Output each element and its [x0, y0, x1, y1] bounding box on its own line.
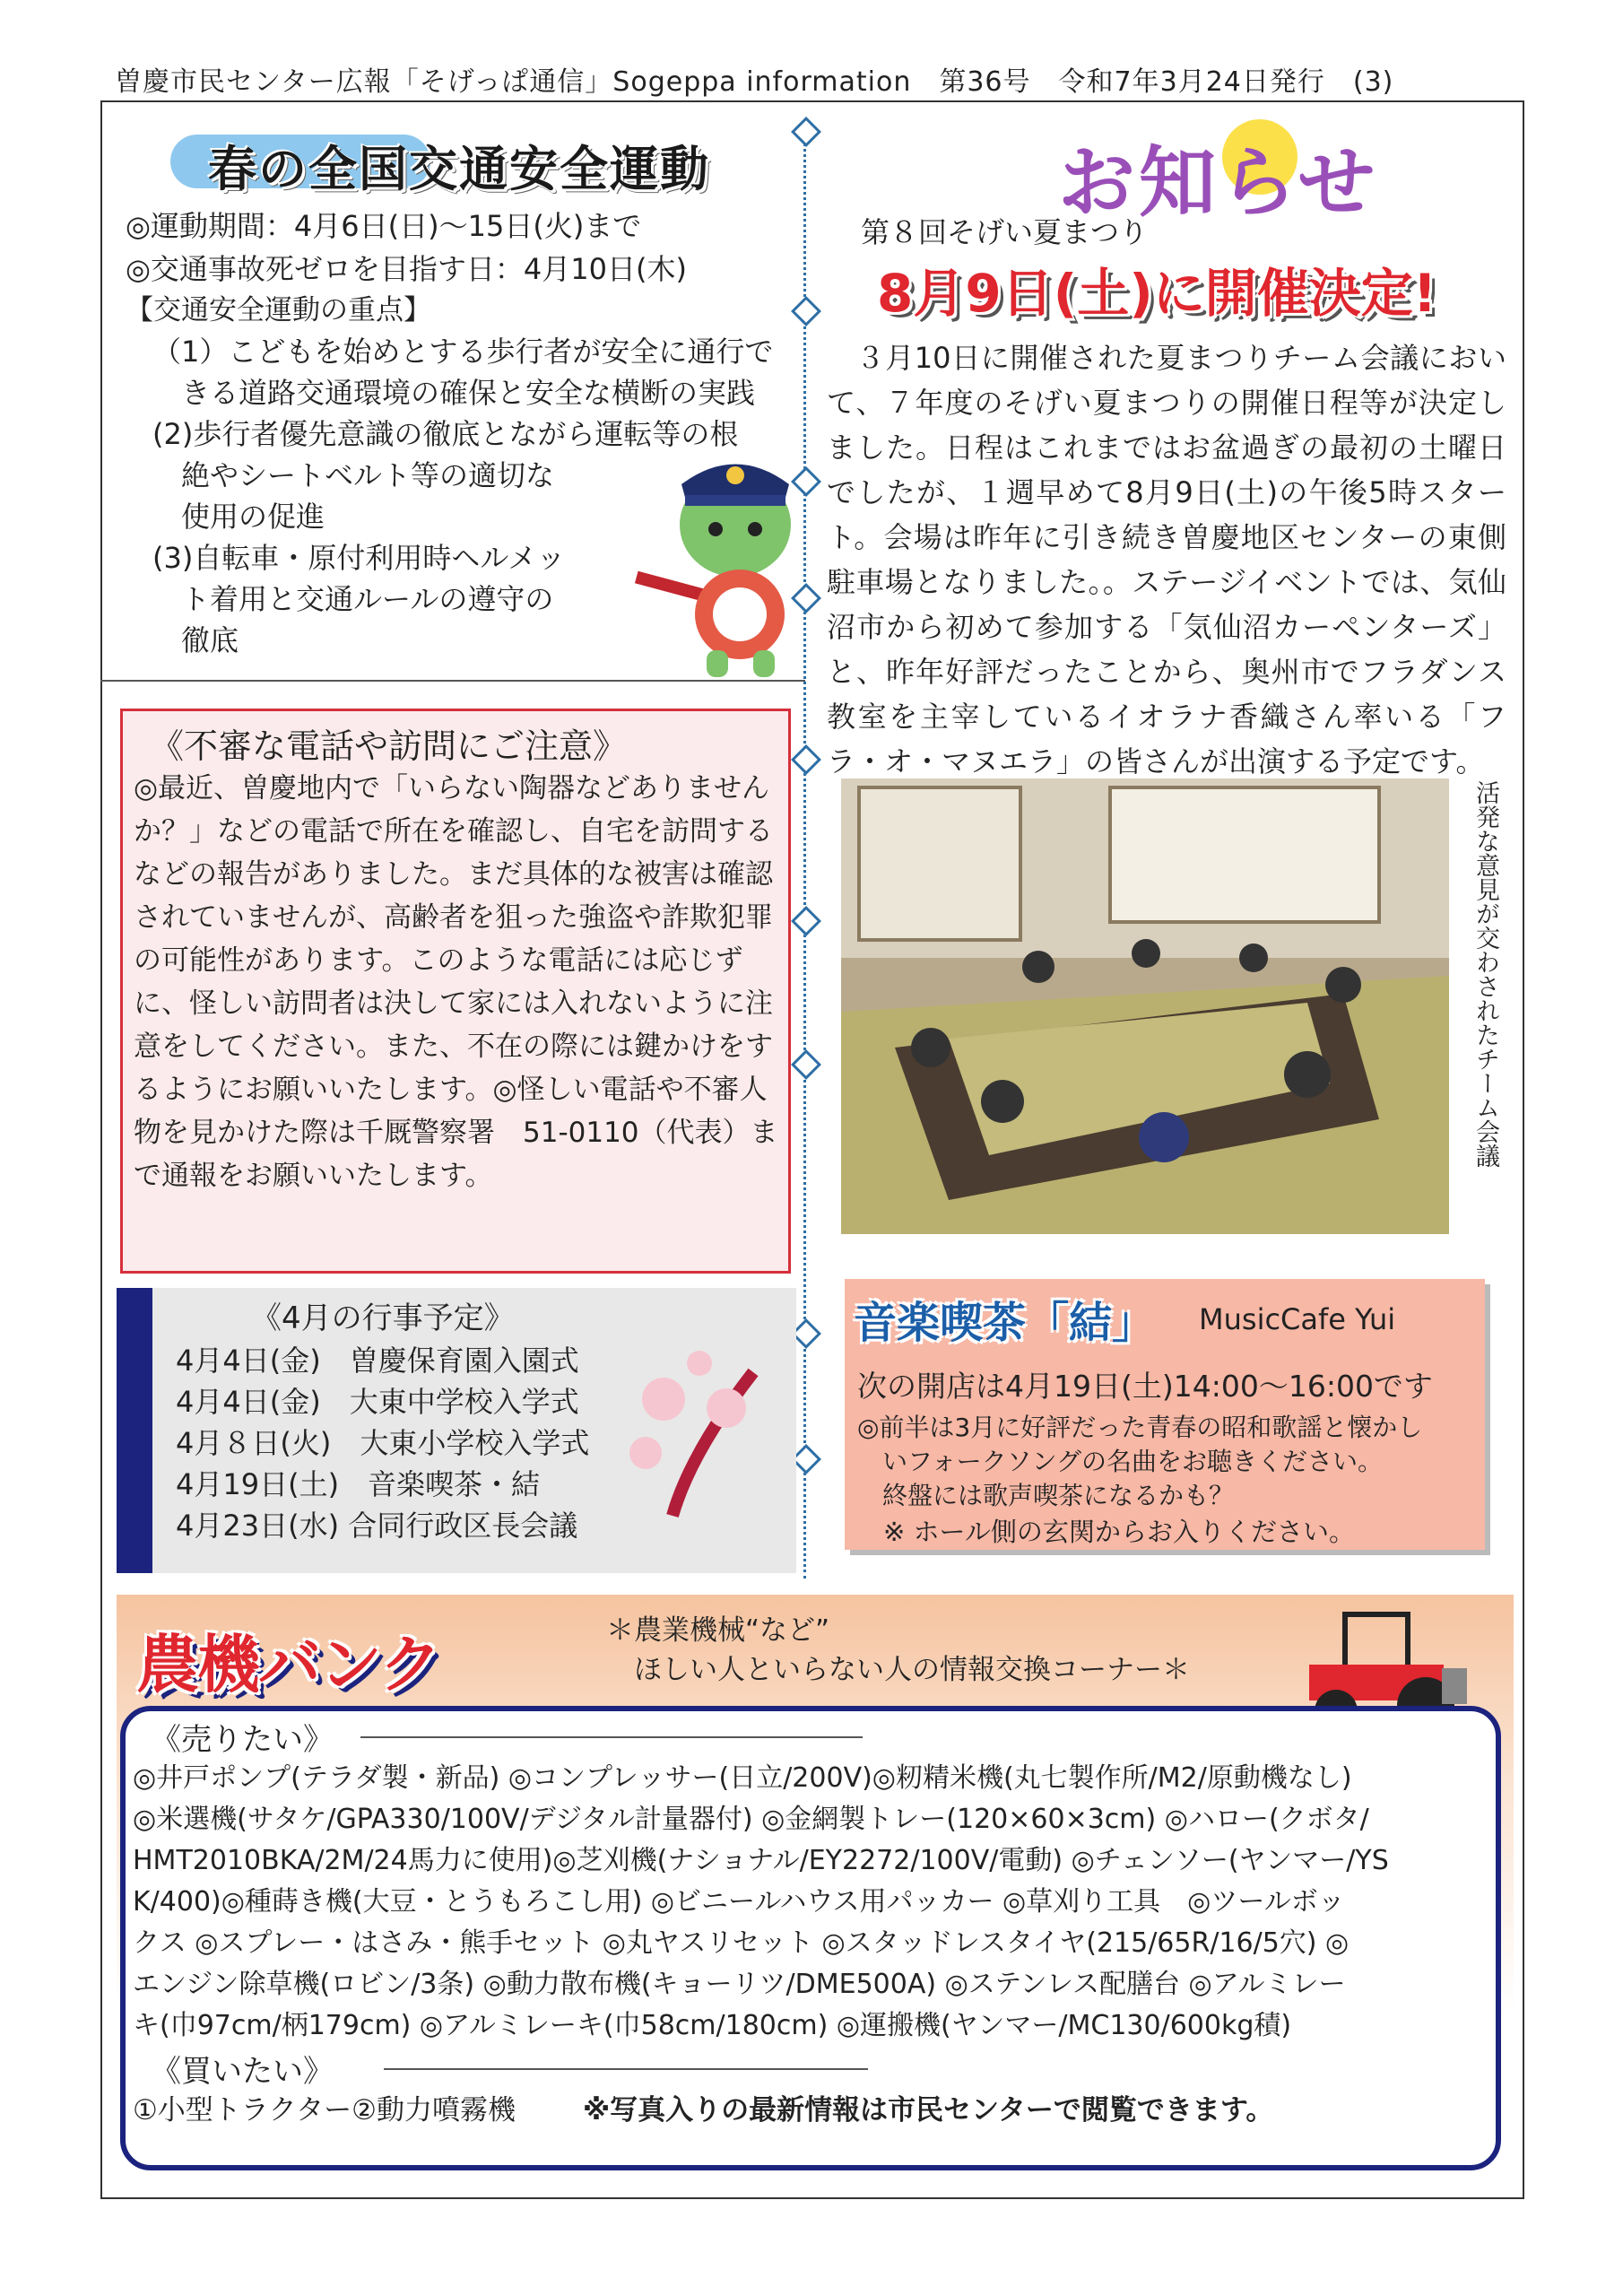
sell-line: K/400)◎種蒔き機(大豆・とうもろこし用) ◎ビニールハウス用パッカー ◎草刈り工具 ◎ツールボッ — [133, 1886, 1345, 1918]
cafe-line: ◎前半は3月に好評だった青春の昭和歌謡と懐かし — [857, 1413, 1423, 1442]
cafe-line: いフォークソングの名曲をお聴きください。 — [857, 1447, 1384, 1476]
traffic-line: 【交通安全運動の重点】 — [126, 294, 431, 326]
traffic-title — [170, 126, 710, 197]
music-cafe-box — [845, 1279, 1485, 1550]
event-row: 4月4日(金) 曽慶保育園入園式 — [176, 1344, 579, 1378]
event-row: 4月８日(火) 大東小学校入学式 — [176, 1426, 590, 1460]
caution-body: ◎最近、曽慶地内で「いらない陶器などありませんか？」などの電話で所在を確認し、自宅を訪問するなどの報告がありました。まだ具体的な被害は確認されていませんが、高齢者を狙った強盗や詐欺犯罪の可能性があります。このような電話には応じずに、怪しい訪問者は決して家には入れないように注意をしてください。また、不在の際には鍵かけをするようにお願いいたします。◎怪しい電話や不審人物を見かけた際は千厩警察署 51-0110（代表）まで通報をお願いいたします。 — [134, 772, 778, 1192]
page-header: 曽慶市民センター広報「そげっぱ通信」Sogeppa information 第36号 令和7年3月24日発行 (3) — [115, 66, 1394, 98]
buy-title: 《買いたい》 — [151, 2054, 334, 2090]
sell-line: ◎米選機(サタケ/GPA330/100V/デジタル計量器付) ◎金網製トレー(120×60×3cm) ◎ハロー(クボタ/ — [133, 1804, 1369, 1835]
notice-logo-text: お知らせ — [1058, 137, 1379, 228]
farm-bank-logo: 農機バンク — [136, 1628, 440, 1701]
photo-caption: 活発な意見が交わされたチーム会議 — [1471, 780, 1499, 1168]
buy-title-rule — [384, 2068, 868, 2070]
notice-logo — [1049, 108, 1426, 228]
summer-headline: 8月9日(土)に開催決定! — [877, 263, 1437, 324]
caution-title: 《不審な電話や訪問にご注意》 — [150, 726, 628, 766]
mascot-illustration — [628, 448, 807, 682]
events-box — [117, 1288, 796, 1573]
sell-line: ◎井戸ポンプ(テラダ製・新品) ◎コンプレッサー(日立/200V)◎籾精米機(丸七製作所/M2/原動機なし) — [133, 1762, 1352, 1794]
events-title: 《4月の行事予定》 — [251, 1300, 515, 1336]
event-row: 4月19日(土) 音楽喫茶・結 — [176, 1467, 541, 1501]
traffic-line: 使用の促進 — [152, 500, 325, 534]
traffic-line: ◎交通事故死ゼロを目指す日：4月10日(木) — [126, 252, 687, 286]
sell-line: HMT2010BKA/2M/24馬力に使用)◎芝刈機(ナショナル/EY2272/100V/電動) ◎チェンソー(ヤンマー/YS — [133, 1845, 1389, 1876]
traffic-line: ト着用と交通ルールの遵守の — [152, 582, 554, 616]
column-divider — [803, 121, 819, 1578]
caution-box — [120, 709, 791, 1274]
traffic-line: (2)歩行者優先意識の徹底とながら運転等の根 — [152, 417, 739, 451]
cafe-english-title: MusicCafe Yui — [1199, 1302, 1396, 1336]
traffic-line: ◎運動期間：4月6日(日)～15日(火)まで — [126, 209, 642, 243]
sell-title-rule — [360, 1736, 863, 1738]
meeting-photo-illustration — [841, 778, 1449, 1234]
traffic-line: きる道路交通環境の確保と安全な横断の実践 — [152, 376, 756, 410]
summer-subtitle: 第８回そげい夏まつり — [861, 215, 1149, 249]
event-row: 4月4日(金) 大東中学校入学式 — [176, 1385, 579, 1419]
traffic-title-text: 春の全国交通安全運動 — [208, 141, 710, 197]
sell-line: エンジン除草機(ロビン/3条) ◎動力散布機(キョーリツ/DME500A) ◎ステンレス配膳台 ◎アルミレー — [133, 1969, 1346, 2000]
traffic-line: （1）こどもを始めとする歩行者が安全に通行で — [152, 335, 774, 369]
sell-title: 《売りたい》 — [151, 1722, 334, 1758]
sell-line: キ(巾97cm/柄179cm) ◎アルミレーキ(巾58cm/180cm) ◎運搬機(ヤンマー/MC130/600kg積) — [133, 2010, 1292, 2041]
event-row: 4月23日(水) 合同行政区長会議 — [176, 1509, 578, 1543]
traffic-line: (3)自転車・原付利用時ヘルメッ — [152, 541, 566, 575]
meeting-photo — [841, 778, 1449, 1234]
traffic-line: 絶やシートベルト等の適切な — [152, 458, 555, 492]
cafe-open-date: 次の開店は4月19日(土)14:00～16:00です — [857, 1369, 1433, 1404]
blossom-illustration — [619, 1345, 780, 1525]
cafe-line: ※ ホール側の玄関からお入りください。 — [857, 1517, 1355, 1547]
cafe-line: 終盤には歌声喫茶になるかも？ — [857, 1481, 1235, 1510]
events-accent-bar — [117, 1288, 152, 1573]
buy-text: ①小型トラクター②動力噴霧機 — [133, 2094, 516, 2126]
traffic-line: 徹底 — [152, 623, 239, 657]
cafe-title: 音楽喫茶「結」 — [854, 1298, 1156, 1348]
sell-line: クス ◎スプレー・はさみ・熊手セット ◎丸ヤスリセット ◎スタッドレスタイヤ(215/65R/16/5穴) ◎ — [133, 1927, 1350, 1959]
farm-note: ※写真入りの最新情報は市民センターで閲覧できます。 — [583, 2094, 1274, 2126]
farm-bank-subtitle: ＊農業機械“など” ほしい人といらない人の情報交換コーナー＊ — [606, 1614, 1190, 1686]
summer-body: ３月10日に開催された夏まつりチーム会議において、７年度のそげい夏まつりの開催日程等が決定しました。日程はこれまではお盆過ぎの最初の土曜日でしたが、１週早めて8月9日(土)の午後5時スタート。会場は昨年に引き続き曽慶地区センターの東側駐車場となりました。。ステージイベントでは、気仙沼市から初めて参加する「気仙沼カーペンターズ」と、昨年好評だったことから、奥州市でフラダンス教室を主宰しているイオラナ香織さん率いる「フラ・オ・マヌエラ」の皆さんが出演する予定です。 — [827, 341, 1506, 778]
